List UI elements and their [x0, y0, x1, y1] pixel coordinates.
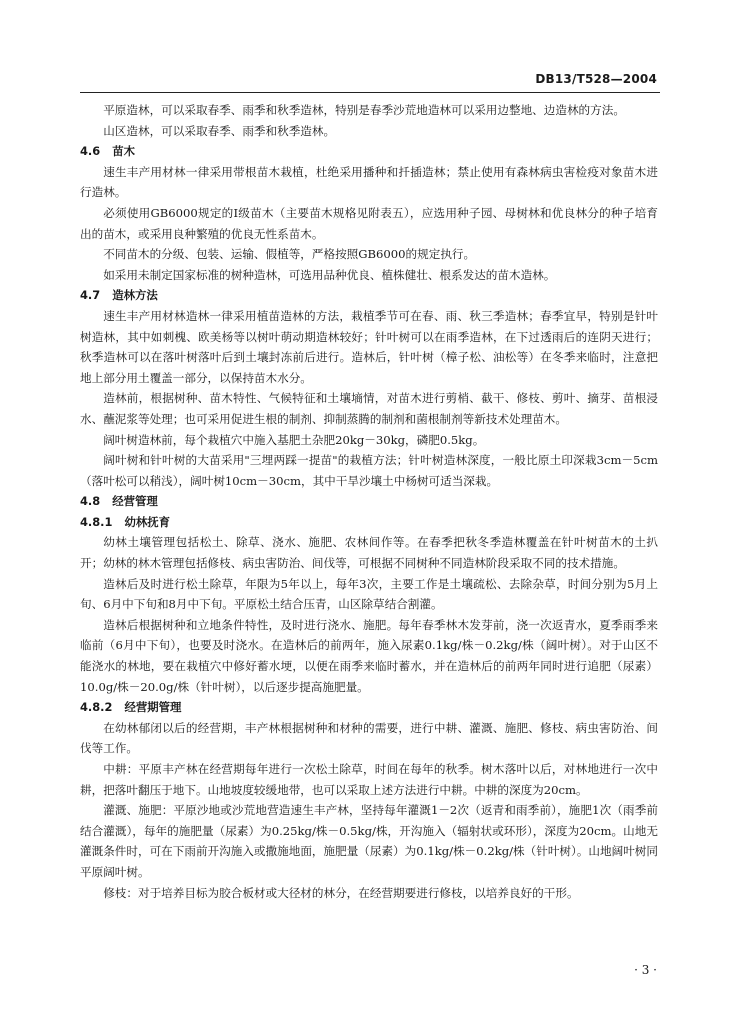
- paragraph-nonstandard-species: 如采用未制定国家标准的树种造林，可选用品种优良、植株健壮、根系发达的苗木造林。: [103, 267, 556, 282]
- header-rule: [80, 92, 660, 93]
- section-number: 4.6: [80, 144, 101, 159]
- section-heading-4-8-1: [80, 512, 658, 533]
- page-number: · 3 ·: [634, 963, 657, 977]
- paragraph-cultivation: 中耕：平原丰产林在经营期每年进行一次松土除草，时间在每年的秋季。树木落叶以后，对林地进行一次中耕，把落叶翻压于地下。山地坡度较缓地带，也可以采取上述方法进行中耕。中耕的深度为20cm。: [80, 762, 658, 797]
- document-code: DB13/T528—2004: [535, 72, 657, 86]
- section-heading-4-6: [80, 141, 658, 162]
- section-heading-4-8: [80, 491, 658, 512]
- paragraph-weeding: 造林后及时进行松土除草，年限为5年以上，每年3次，主要工作是土壤疏松、去除杂草，时间分别为5月上旬、6月中下旬和8月中下旬。平原松土结合压青，山区除草结合割灌。: [80, 576, 658, 612]
- section-heading-4-7: [80, 285, 658, 306]
- section-number: 4.8.1: [80, 514, 113, 529]
- section-title: 造林方法: [112, 288, 158, 303]
- paragraph-planting-depth: 阔叶树和针叶树的大苗采用"三埋两踩一提苗"的栽植方法；针叶树造林深度，一般比原土印深栽3cm－5cm（落叶松可以稍浅），阔叶树10cm－30cm，其中干旱沙壤土中杨树可适当深栽。: [80, 453, 658, 488]
- paragraph-management-period: 在幼林郁闭以后的经营期，丰产林根据树种和材种的需要，进行中耕、灌溉、施肥、修枝、病虫害防治、间伐等工作。: [80, 720, 658, 756]
- section-title: 经营期管理: [124, 700, 182, 715]
- paragraph-seedling-grade: 必须使用GB6000规定的Ⅰ级苗木（主要苗木规格见附表五），应选用种子园、母树林和优良林分的种子培育出的苗木，或采用良种繁殖的优良无性系苗木。: [80, 205, 658, 241]
- paragraph-base-fertilizer: 阔叶树造林前，每个栽植穴中施入基肥土杂肥20kg－30kg，磷肥0.5kg。: [103, 432, 485, 447]
- section-title: 苗木: [112, 144, 135, 159]
- paragraph-planting-season: 速生丰产用材林造林一律采用植苗造林的方法，栽植季节可在春、雨、秋三季造林；春季宜早，特别是针叶树造林，其中如刺槐、欧美杨等以树叶萌动期造林较好；针叶树可以在雨季造林，在下过透雨后的连阴天进行；秋季造林可以在落叶树落叶后到土壤封冻前后进行。造林后，针叶树（樟子松、油松等）在冬季来临时，注意把地上部分用土覆盖一部分，以保持苗木水分。: [80, 308, 658, 385]
- paragraph-pruning: 修枝：对于培养目标为胶合板材或大径材的林分，在经营期要进行修枝，以培养良好的干形。: [103, 885, 579, 900]
- paragraph-watering-fertilizing: 造林后根据树种和立地条件特性，及时进行浇水、施肥。每年春季林木发芽前，浇一次返青水，夏季雨季来临前（6月中下旬），也要及时浇水。在造林后的前两年，施入尿素0.1kg/株－0.2kg/株（阔叶树）。对于山区不能浇水的林地，要在栽植穴中修好蓄水埂，以便在雨季来临时蓄水，并在造林后的前两年同时进行追肥（尿素）10.0g/株－20.0g/株（针叶树），以后逐步提高施肥量。: [80, 617, 658, 694]
- section-number: 4.8: [80, 494, 101, 509]
- section-heading-4-8-2: [80, 697, 658, 718]
- paragraph-mountain-afforestation: 山区造林，可以采取春季、雨季和秋季造林。: [103, 123, 336, 138]
- paragraph-irrigation: 灌溉、施肥：平原沙地或沙荒地营造速生丰产林，坚持每年灌溉1－2次（返青和雨季前），施肥1次（雨季前结合灌溉），每年的施肥量（尿素）为0.25kg/株－0.5kg/株，开沟施入（辐射状或环形），深度为20cm。山地无灌溉条件时，可在下雨前开沟施入或撒施地面，施肥量（尿素）为0.1kg/株－0.2kg/株（针叶树）。山地阔叶树同平原阔叶树。: [80, 803, 658, 879]
- paragraph-plain-afforestation: 平原造林，可以采取春季、雨季和秋季造林，特别是春季沙荒地造林可以采用边整地、边造林的方法。: [103, 103, 625, 117]
- paragraph-young-forest-management: 幼林土壤管理包括松土、除草、浇水、施肥、农林间作等。在春季把秋冬季造林覆盖在针叶树苗木的土扒开；幼林的林木管理包括修枝、病虫害防治、间伐等，可根据不同树种不同造林阶段采取不同的技术措施。: [80, 535, 658, 571]
- section-title: 幼林抚育: [124, 514, 171, 529]
- paragraph-seedling-requirement: 速生丰产用材林一律采用带根苗木栽植，杜绝采用播种和扦插造林；禁止使用有森林病虫害检疫对象苗木进行造林。: [80, 164, 658, 200]
- paragraph-seedling-grading: 不同苗木的分级、包装、运输、假植等，严格按照GB6000的规定执行。: [103, 247, 476, 262]
- section-number: 4.8.2: [80, 700, 113, 715]
- document-body: [80, 100, 658, 903]
- section-number: 4.7: [80, 288, 101, 303]
- section-title: 经营管理: [112, 494, 158, 509]
- paragraph-seedling-treatment: 造林前，根据树种、苗木特性、气候特征和土壤墒情，对苗木进行剪梢、截干、修枝、剪叶、摘芽、苗根浸水、蘸泥浆等处理；也可采用促进生根的制剂、抑制蒸腾的制剂和菌根制剂等新技术处理苗木。: [80, 391, 658, 426]
